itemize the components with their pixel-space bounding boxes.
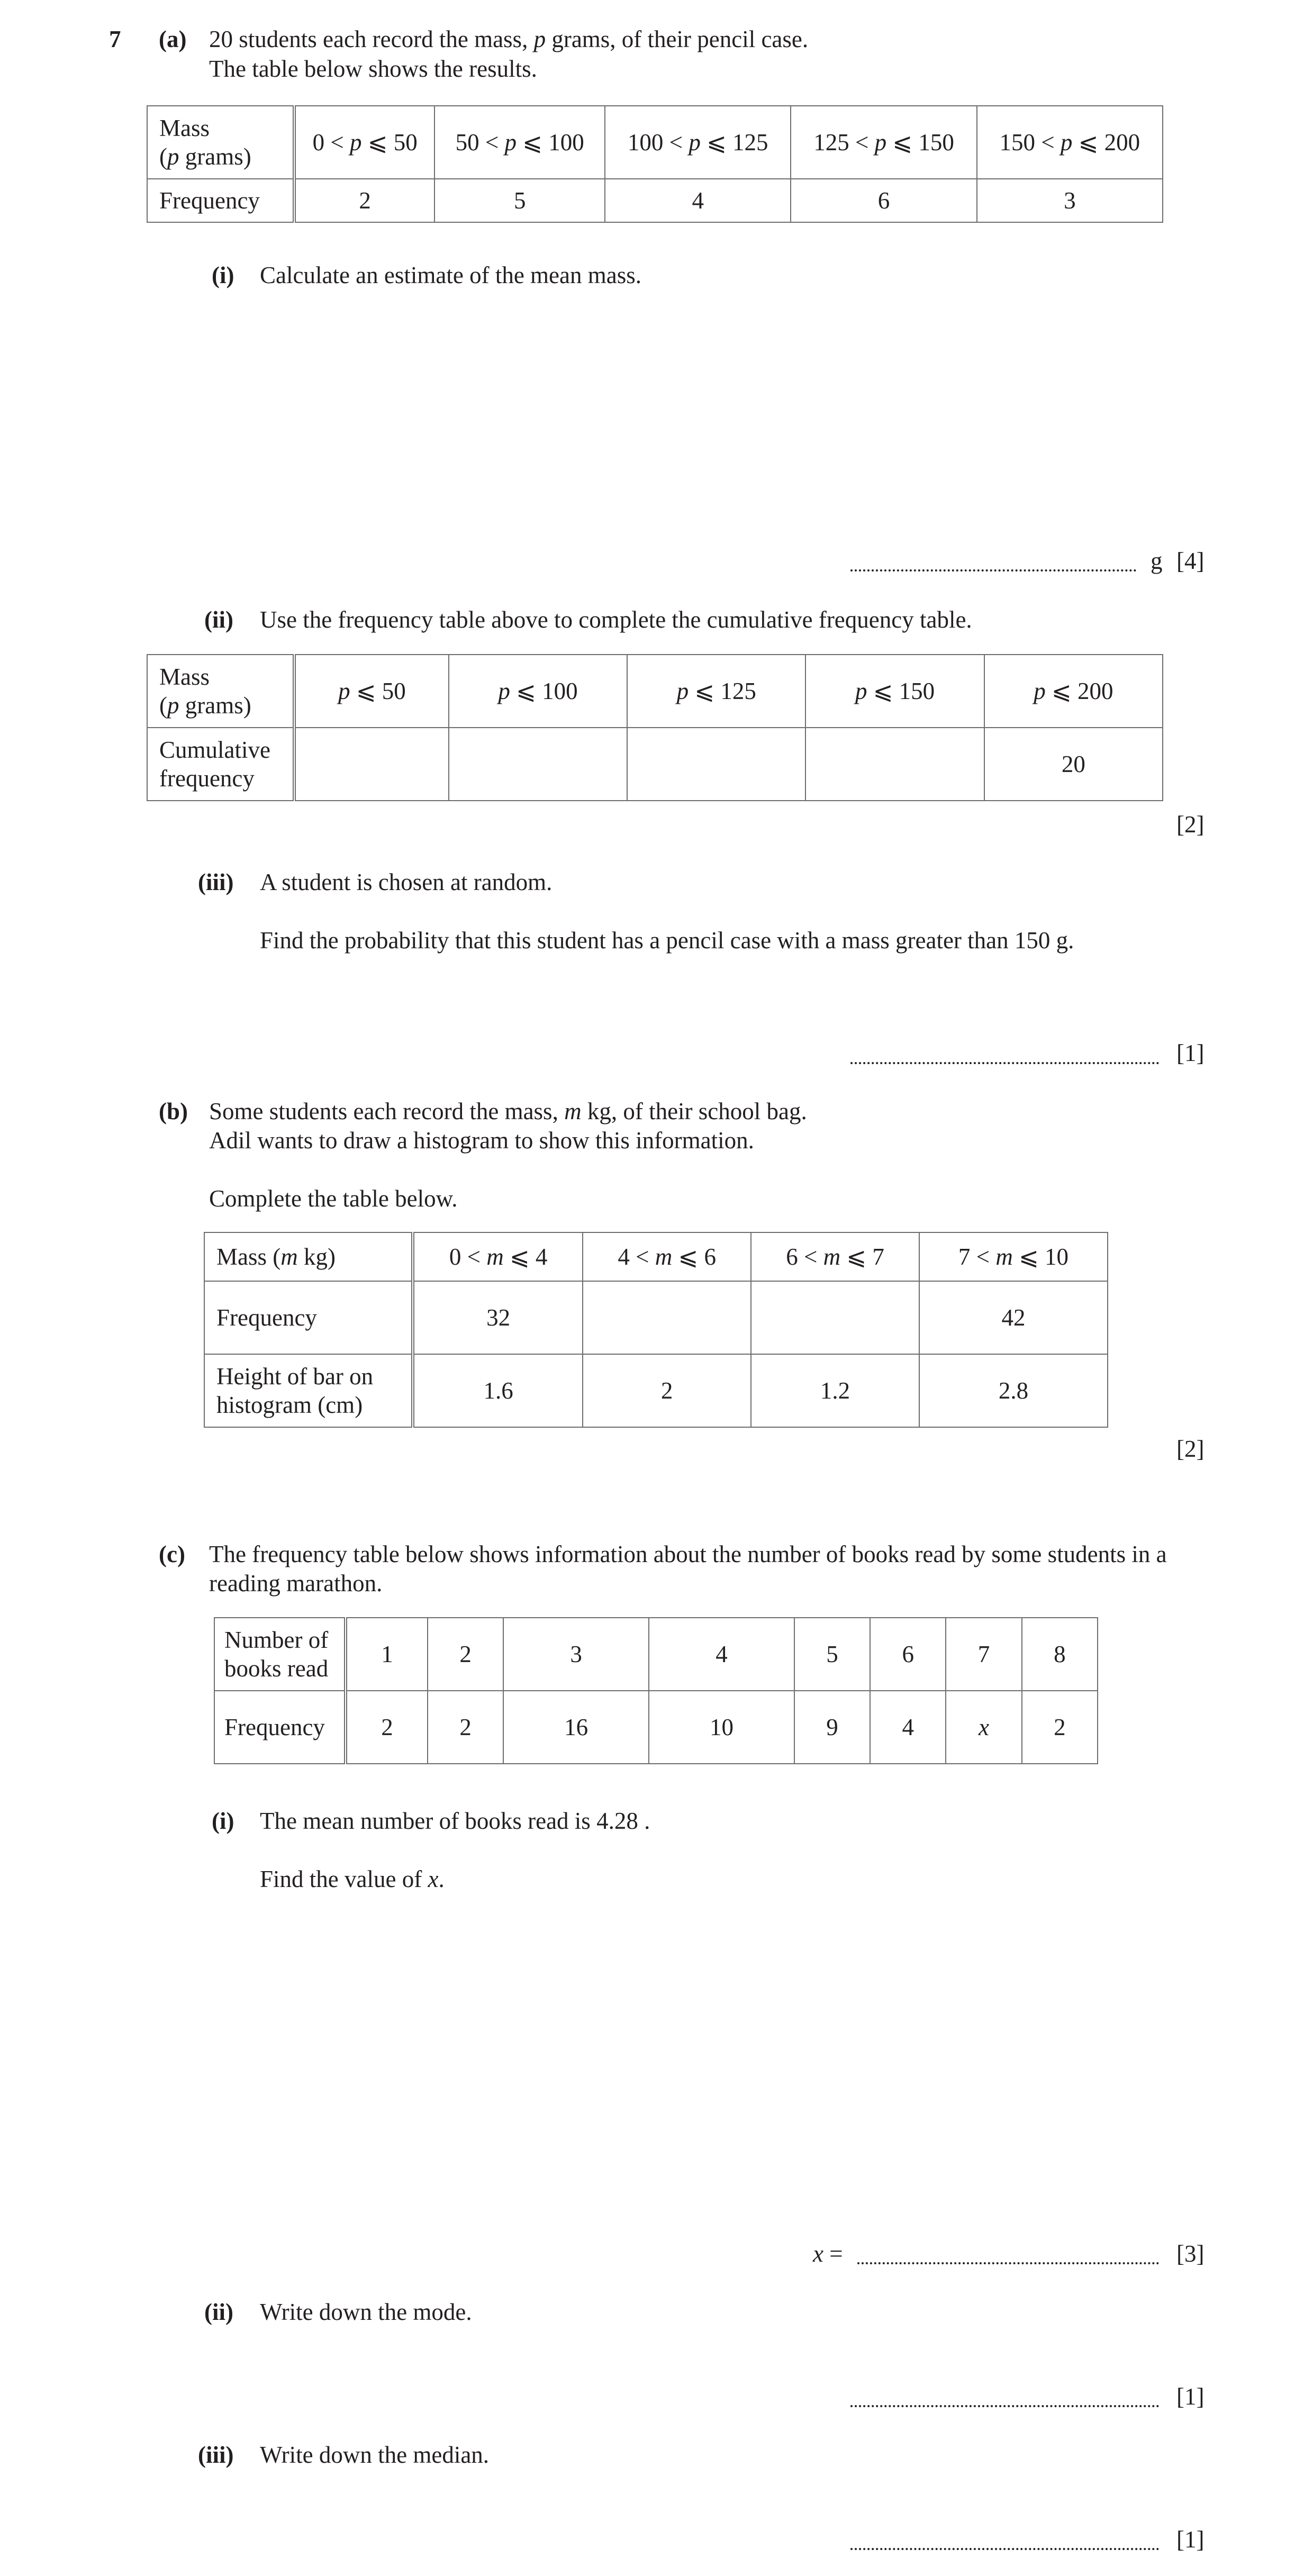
part-c-i-label: (i) xyxy=(212,1808,234,1834)
marks-a-i: [4] xyxy=(1176,548,1205,574)
cumulative-frequency-table xyxy=(147,654,1163,801)
part-b-instruction: Complete the table below. xyxy=(209,1185,458,1212)
books-frequency-cell: 4 xyxy=(870,1691,946,1764)
books-frequency-cell: 10 xyxy=(649,1691,794,1764)
part-a-iii-label: (iii) xyxy=(198,869,234,895)
frequency-cell: 3 xyxy=(977,179,1163,222)
cf-class-cell: p ⩽ 100 xyxy=(449,655,627,728)
row-label-bar-height: Height of bar on histogram (cm) xyxy=(204,1354,413,1427)
part-c-i-text2: Find the value of x. xyxy=(260,1866,445,1892)
part-c-ii-label: (ii) xyxy=(204,2299,233,2325)
row-label-books-read: Number of books read xyxy=(214,1618,346,1691)
school-bag-histogram-table xyxy=(204,1232,1108,1428)
bag-class-cell: 7 < m ⩽ 10 xyxy=(919,1232,1108,1281)
answer-line-mean-mass[interactable] xyxy=(850,569,1136,572)
cf-class-cell: p ⩽ 50 xyxy=(294,655,449,728)
part-a-intro: 20 students each record the mass, p grams, of their pencil case. xyxy=(209,26,809,52)
marks-c-i: [3] xyxy=(1176,2241,1205,2267)
marks-c-ii: [1] xyxy=(1176,2383,1205,2410)
books-frequency-cell: 16 xyxy=(503,1691,649,1764)
cf-class-cell: p ⩽ 125 xyxy=(627,655,805,728)
answer-line-median[interactable] xyxy=(850,2548,1159,2550)
books-value-cell: 3 xyxy=(503,1618,649,1691)
cf-value-cell: 20 xyxy=(984,728,1163,801)
cf-answer-cell[interactable] xyxy=(805,728,984,801)
row-label-frequency: Frequency xyxy=(214,1691,346,1764)
row-label-mass: Mass (p grams) xyxy=(147,655,294,728)
part-b-label: (b) xyxy=(159,1098,188,1124)
answer-line-x[interactable] xyxy=(857,2262,1159,2264)
bag-frequency-answer-cell[interactable] xyxy=(583,1281,751,1354)
part-c-iii-label: (iii) xyxy=(198,2442,234,2468)
books-frequency-cell: 2 xyxy=(1022,1691,1098,1764)
bag-class-cell: 6 < m ⩽ 7 xyxy=(751,1232,919,1281)
books-frequency-unknown-x: x xyxy=(946,1691,1021,1764)
books-read-frequency-table xyxy=(214,1617,1098,1764)
books-value-cell: 7 xyxy=(946,1618,1021,1691)
books-frequency-cell: 2 xyxy=(428,1691,503,1764)
mass-class-cell: 0 < p ⩽ 50 xyxy=(294,106,434,179)
marks-b: [2] xyxy=(1176,1436,1205,1462)
books-value-cell: 6 xyxy=(870,1618,946,1691)
part-c-label: (c) xyxy=(159,1541,185,1567)
part-a-ii-text: Use the frequency table above to complete the cumulative frequency table. xyxy=(260,606,972,633)
part-a-i-label: (i) xyxy=(212,262,234,288)
answer-line-mode[interactable] xyxy=(850,2405,1159,2407)
frequency-cell: 6 xyxy=(791,179,976,222)
books-value-cell: 5 xyxy=(794,1618,870,1691)
answer-label-x: x = xyxy=(813,2241,843,2267)
books-frequency-cell: 9 xyxy=(794,1691,870,1764)
bar-height-cell: 2.8 xyxy=(919,1354,1108,1427)
pencil-mass-frequency-table xyxy=(147,105,1163,223)
row-label-frequency: Frequency xyxy=(147,179,294,222)
bag-class-cell: 4 < m ⩽ 6 xyxy=(583,1232,751,1281)
bar-height-cell: 2 xyxy=(583,1354,751,1427)
part-c-ii-text: Write down the mode. xyxy=(260,2299,472,2325)
cf-answer-cell[interactable] xyxy=(449,728,627,801)
part-a-iii-text2: Find the probability that this student has a pencil case with a mass greater than 150 g. xyxy=(260,927,1074,954)
cf-answer-cell[interactable] xyxy=(294,728,449,801)
books-value-cell: 8 xyxy=(1022,1618,1098,1691)
marks-a-iii: [1] xyxy=(1176,1040,1205,1066)
bag-frequency-cell: 32 xyxy=(413,1281,583,1354)
part-a-label: (a) xyxy=(159,26,187,52)
books-value-cell: 1 xyxy=(346,1618,428,1691)
cf-answer-cell[interactable] xyxy=(627,728,805,801)
mass-class-cell: 150 < p ⩽ 200 xyxy=(977,106,1163,179)
mass-class-cell: 50 < p ⩽ 100 xyxy=(434,106,605,179)
marks-a-ii: [2] xyxy=(1176,811,1205,838)
books-frequency-cell: 2 xyxy=(346,1691,428,1764)
part-a-intro-line2: The table below shows the results. xyxy=(209,56,537,82)
mass-class-cell: 125 < p ⩽ 150 xyxy=(791,106,976,179)
part-c-intro-line2: reading marathon. xyxy=(209,1570,383,1597)
part-c-i-text1: The mean number of books read is 4.28 . xyxy=(260,1808,650,1834)
question-number: 7 xyxy=(109,26,121,52)
frequency-cell: 4 xyxy=(605,179,791,222)
part-a-i-text: Calculate an estimate of the mean mass. xyxy=(260,262,641,288)
cf-class-cell: p ⩽ 200 xyxy=(984,655,1163,728)
row-label-frequency: Frequency xyxy=(204,1281,413,1354)
part-a-iii-text1: A student is chosen at random. xyxy=(260,869,553,895)
frequency-cell: 5 xyxy=(434,179,605,222)
bar-height-cell: 1.2 xyxy=(751,1354,919,1427)
books-value-cell: 2 xyxy=(428,1618,503,1691)
part-b-intro-line2: Adil wants to draw a histogram to show this information. xyxy=(209,1127,754,1154)
row-label-mass-kg: Mass (m kg) xyxy=(204,1232,413,1281)
part-a-ii-label: (ii) xyxy=(204,606,233,633)
bag-frequency-cell: 42 xyxy=(919,1281,1108,1354)
bag-class-cell: 0 < m ⩽ 4 xyxy=(413,1232,583,1281)
part-c-intro-line1: The frequency table below shows information about the number of books read by some students in a xyxy=(209,1541,1167,1567)
bag-frequency-answer-cell[interactable] xyxy=(751,1281,919,1354)
part-c-iii-text: Write down the median. xyxy=(260,2442,490,2468)
answer-line-probability[interactable] xyxy=(850,1062,1159,1064)
books-value-cell: 4 xyxy=(649,1618,794,1691)
part-b-intro: Some students each record the mass, m kg, of their school bag. xyxy=(209,1098,807,1124)
cf-class-cell: p ⩽ 150 xyxy=(805,655,984,728)
bar-height-cell: 1.6 xyxy=(413,1354,583,1427)
row-label-mass: Mass (p grams) xyxy=(147,106,294,179)
frequency-cell: 2 xyxy=(294,179,434,222)
mass-class-cell: 100 < p ⩽ 125 xyxy=(605,106,791,179)
unit-grams: g xyxy=(1151,548,1163,574)
marks-c-iii: [1] xyxy=(1176,2526,1205,2553)
row-label-cumulative-frequency: Cumulative frequency xyxy=(147,728,294,801)
